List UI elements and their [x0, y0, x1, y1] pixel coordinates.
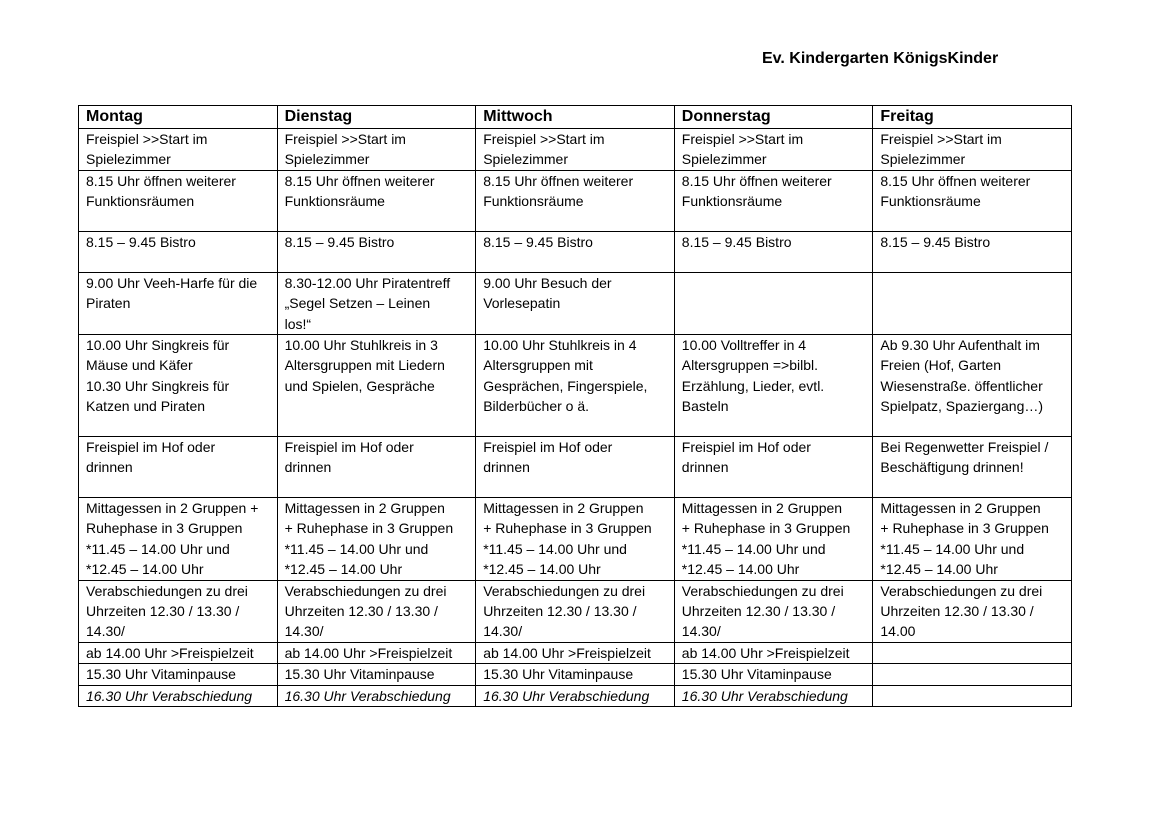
cell-text: 9.00 Uhr Besuch der Vorlesepatin [483, 274, 612, 312]
schedule-cell [79, 437, 278, 498]
schedule-cell [277, 335, 476, 437]
cell-text: Verabschiedungen zu drei Uhrzeiten 12.30 / 13.30 / 14.30/ [681, 582, 844, 640]
schedule-cell [674, 129, 873, 171]
schedule-cell [79, 664, 278, 685]
schedule-row [79, 685, 1072, 706]
schedule-cell [873, 231, 1072, 272]
schedule-cell [476, 335, 675, 437]
cell-text: ab 14.00 Uhr >Freispielzeit [483, 644, 651, 661]
schedule-cell [873, 685, 1072, 706]
schedule-cell [277, 498, 476, 581]
schedule-cell [674, 170, 873, 231]
schedule-cell [277, 664, 476, 685]
schedule-cell [873, 170, 1072, 231]
schedule-row [79, 231, 1072, 272]
cell-text: Mittagessen in 2 Gruppen + Ruhephase in 3 Gruppen *11.45 – 14.00 Uhr und *12.45 – 14.00 Uhr [284, 500, 454, 578]
cell-text: Freispiel >>Start im Spielezimmer [681, 131, 804, 168]
cell-text: 10.00 Volltreffer in 4 Altersgruppen =>bilbl. Erzählung, Lieder, evtl. Basteln [681, 337, 825, 415]
cell-text: 10.00 Uhr Stuhlkreis in 4 Altersgruppen mit Gesprächen, Fingerspiele, Bilderbücher o ä. [483, 337, 648, 415]
schedule-cell [674, 685, 873, 706]
schedule-cell [873, 498, 1072, 581]
cell-text: ab 14.00 Uhr >Freispielzeit [284, 644, 453, 661]
cell-text: 16.30 Uhr Verabschiedung [483, 687, 650, 704]
cell-text: Freispiel >>Start im Spielezimmer [483, 131, 605, 168]
cell-text: Freispiel >>Start im Spielezimmer [880, 131, 1002, 168]
schedule-cell [674, 272, 873, 334]
schedule-cell [674, 437, 873, 498]
cell-text: 15.30 Uhr Vitaminpause [284, 666, 435, 683]
schedule-cell [674, 231, 873, 272]
schedule-row [79, 580, 1072, 642]
schedule-cell [476, 170, 675, 231]
cell-text: 8.15 – 9.45 Bistro [681, 233, 792, 250]
schedule-cell [277, 642, 476, 663]
cell-text: 9.00 Uhr Veeh-Harfe für die Piraten [86, 274, 258, 312]
schedule-cell [79, 170, 278, 231]
cell-text: 15.30 Uhr Vitaminpause [86, 666, 236, 683]
schedule-cell [277, 129, 476, 171]
cell-text: 8.15 Uhr öffnen weiterer Funktionsräume [681, 172, 832, 210]
day-header-thursday: Donnerstag [674, 106, 873, 129]
schedule-cell [873, 129, 1072, 171]
cell-text: Freispiel im Hof oder drinnen [86, 439, 216, 476]
schedule-row [79, 129, 1072, 171]
schedule-row [79, 170, 1072, 231]
schedule-cell [79, 335, 278, 437]
schedule-cell [277, 272, 476, 334]
cell-text: 8.15 – 9.45 Bistro [880, 233, 991, 250]
schedule-cell [476, 664, 675, 685]
cell-text: Freispiel im Hof oder drinnen [681, 439, 811, 476]
schedule-row [79, 498, 1072, 581]
cell-text: Freispiel >>Start im Spielezimmer [86, 131, 208, 168]
cell-text: 8.15 Uhr öffnen weiterer Funktionsräume [483, 172, 634, 210]
cell-text: 16.30 Uhr Verabschiedung [86, 687, 253, 704]
schedule-cell [277, 685, 476, 706]
schedule-cell [79, 129, 278, 171]
schedule-cell [674, 664, 873, 685]
schedule-cell [873, 664, 1072, 685]
schedule-cell [476, 498, 675, 581]
cell-text: Mittagessen in 2 Gruppen + Ruhephase in 3 Gruppen *11.45 – 14.00 Uhr und *12.45 – 14.00 Uhr [86, 500, 259, 578]
schedule-cell [674, 642, 873, 663]
schedule-cell [476, 437, 675, 498]
schedule-cell [674, 498, 873, 581]
schedule-row [79, 272, 1072, 334]
cell-text: Mittagessen in 2 Gruppen + Ruhephase in 3 Gruppen *11.45 – 14.00 Uhr und *12.45 – 14.00 Uhr [681, 500, 851, 578]
cell-text: ab 14.00 Uhr >Freispielzeit [681, 644, 850, 661]
cell-text: 8.15 – 9.45 Bistro [483, 233, 593, 250]
schedule-cell [873, 335, 1072, 437]
schedule-cell [873, 580, 1072, 642]
cell-text: 15.30 Uhr Vitaminpause [483, 666, 634, 683]
schedule-cell [79, 272, 278, 334]
day-header-tuesday: Dienstag [277, 106, 476, 129]
schedule-cell [873, 272, 1072, 334]
schedule-cell [674, 580, 873, 642]
cell-text: Verabschiedungen zu drei Uhrzeiten 12.30 / 13.30 / 14.30/ [86, 582, 248, 640]
cell-text: 16.30 Uhr Verabschiedung [284, 687, 451, 704]
schedule-cell [79, 498, 278, 581]
schedule-cell [277, 170, 476, 231]
schedule-row [79, 642, 1072, 663]
schedule-cell [79, 580, 278, 642]
schedule-cell [476, 231, 675, 272]
cell-text: 10.00 Uhr Singkreis für Mäuse und Käfer 10.30 Uhr Singkreis für Katzen und Piraten [86, 337, 230, 415]
cell-text: Freispiel im Hof oder drinnen [483, 439, 613, 476]
cell-text: Bei Regenwetter Freispiel / Beschäftigung drinnen! [880, 439, 1049, 476]
schedule-cell [674, 335, 873, 437]
schedule-row [79, 437, 1072, 498]
cell-text: ab 14.00 Uhr >Freispielzeit [86, 644, 254, 661]
cell-text: Ab 9.30 Uhr Aufenthalt im Freien (Hof, Garten Wiesenstraße. öffentlicher Spielpatz, Spaziergang…) [880, 337, 1044, 415]
schedule-cell [79, 231, 278, 272]
header-row [79, 106, 1072, 129]
cell-text: 16.30 Uhr Verabschiedung [681, 687, 848, 704]
schedule-body [79, 129, 1072, 707]
schedule-cell [79, 642, 278, 663]
schedule-row [79, 664, 1072, 685]
cell-text: Verabschiedungen zu drei Uhrzeiten 12.30 / 13.30 / 14.30/ [284, 582, 447, 640]
schedule-cell [873, 437, 1072, 498]
cell-text: 8.15 – 9.45 Bistro [86, 233, 196, 250]
weekly-schedule-table [78, 105, 1072, 707]
cell-text: 15.30 Uhr Vitaminpause [681, 666, 832, 683]
schedule-cell [277, 580, 476, 642]
cell-text: Freispiel >>Start im Spielezimmer [284, 131, 406, 168]
cell-text: 8.15 Uhr öffnen weiterer Funktionsräumen [86, 172, 236, 210]
cell-text: 8.30-12.00 Uhr Piratentreff „Segel Setzen – Leinen los!“ [284, 274, 451, 332]
cell-text: Mittagessen in 2 Gruppen + Ruhephase in 3 Gruppen *11.45 – 14.00 Uhr und *12.45 – 14.00 Uhr [483, 500, 652, 578]
day-header-wednesday: Mittwoch [476, 106, 675, 129]
schedule-cell [277, 231, 476, 272]
cell-text: 8.15 Uhr öffnen weiterer Funktionsräume [880, 172, 1031, 210]
schedule-cell [476, 685, 675, 706]
schedule-row [79, 335, 1072, 437]
schedule-cell [476, 642, 675, 663]
day-header-friday: Freitag [873, 106, 1072, 129]
cell-text: 10.00 Uhr Stuhlkreis in 3 Altersgruppen mit Liedern und Spielen, Gespräche [284, 337, 445, 394]
cell-text: Freispiel im Hof oder drinnen [284, 439, 414, 476]
schedule-cell [277, 437, 476, 498]
schedule-cell [476, 580, 675, 642]
day-header-monday: Montag [79, 106, 278, 129]
cell-text: Verabschiedungen zu drei Uhrzeiten 12.30 / 13.30 / 14.00 [880, 582, 1043, 640]
cell-text: Verabschiedungen zu drei Uhrzeiten 12.30 / 13.30 / 14.30/ [483, 582, 646, 640]
schedule-cell [476, 272, 675, 334]
schedule-cell [476, 129, 675, 171]
document-title: Ev. Kindergarten KönigsKinder [762, 50, 999, 67]
cell-text: 8.15 – 9.45 Bistro [284, 233, 395, 250]
schedule-cell [873, 642, 1072, 663]
cell-text: Mittagessen in 2 Gruppen + Ruhephase in 3 Gruppen *11.45 – 14.00 Uhr und *12.45 – 14.00 Uhr [880, 500, 1049, 578]
cell-text: 8.15 Uhr öffnen weiterer Funktionsräume [284, 172, 435, 210]
schedule-cell [79, 685, 278, 706]
